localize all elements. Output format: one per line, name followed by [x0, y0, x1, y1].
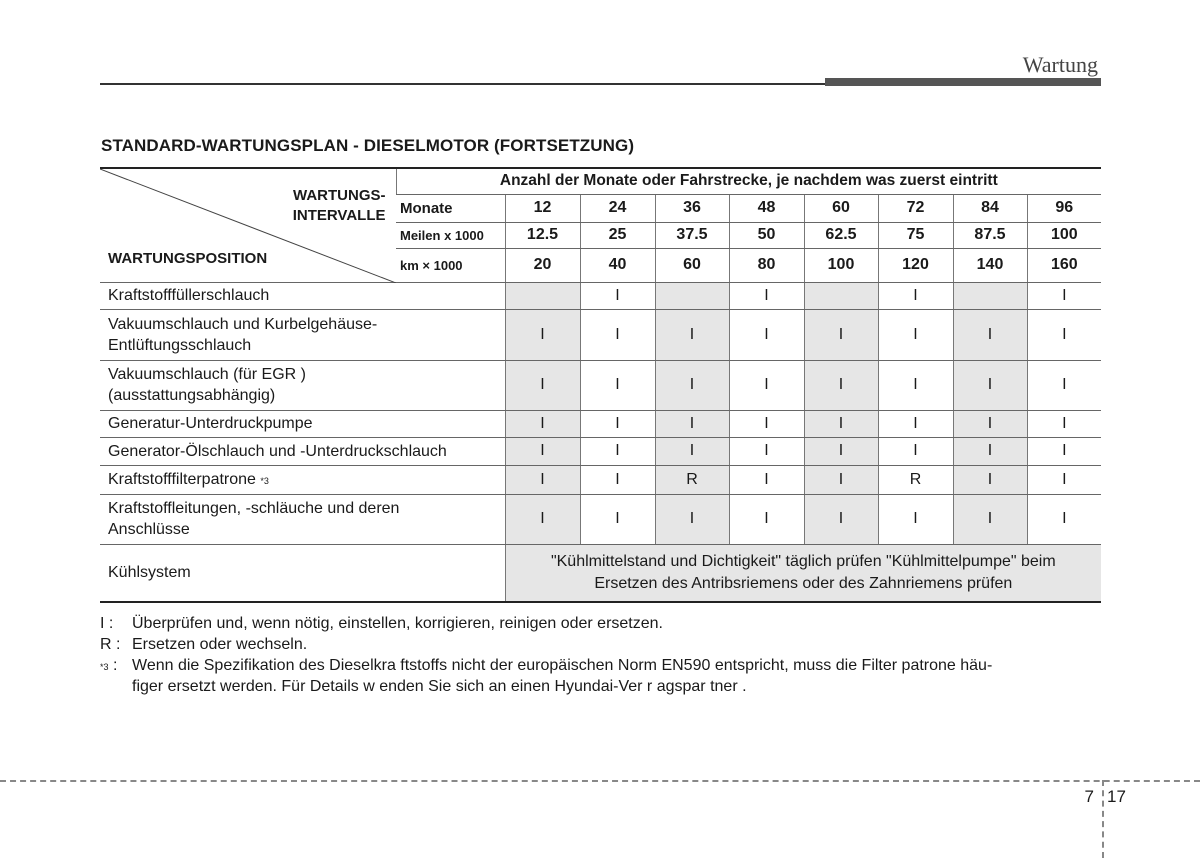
table-row: [100, 360, 1101, 410]
maintenance-value: I: [804, 437, 878, 465]
maintenance-item: Kraftstoffleitungen, -schläuche und deren Anschlüsse: [100, 494, 505, 544]
position-label: WARTUNGSPOSITION: [108, 249, 268, 267]
maintenance-value: I: [878, 360, 953, 410]
interval-value: 140: [953, 248, 1027, 282]
interval-value: 24: [580, 194, 655, 222]
maintenance-value: I: [953, 494, 1027, 544]
maintenance-value: I: [580, 465, 655, 494]
table-row: [100, 410, 1101, 437]
footnote-key: R :: [100, 636, 121, 653]
maintenance-value: I: [580, 360, 655, 410]
maintenance-value: I: [878, 309, 953, 360]
table-row: [100, 494, 1101, 544]
section-title: STANDARD-WARTUNGSPLAN - DIESELMOTOR (FORTSETZUNG): [101, 136, 635, 155]
maintenance-value: I: [655, 360, 729, 410]
chapter-title: Wartung: [1022, 52, 1098, 77]
maintenance-value: I: [953, 437, 1027, 465]
maintenance-item: Generatur-Unterdruckpumpe: [100, 410, 505, 437]
interval-value: 62.5: [804, 222, 878, 248]
interval-value: 160: [1027, 248, 1101, 282]
table-row: [100, 544, 1101, 602]
maintenance-value: I: [804, 494, 878, 544]
interval-value: 48: [729, 194, 804, 222]
maintenance-value: I: [729, 465, 804, 494]
maintenance-value: I: [804, 465, 878, 494]
maintenance-value: I: [804, 410, 878, 437]
maintenance-value: I: [1027, 360, 1101, 410]
maintenance-value: I: [505, 494, 580, 544]
maintenance-item: Kraftstofffilterpatrone $^{*3}$: [100, 465, 505, 494]
interval-unit-label: Meilen x 1000: [396, 222, 505, 248]
maintenance-value: I: [655, 437, 729, 465]
maintenance-value: I: [1027, 410, 1101, 437]
maintenance-value: I: [878, 410, 953, 437]
maintenance-value: I: [729, 437, 804, 465]
maintenance-value: I: [729, 410, 804, 437]
interval-unit-label: km × 1000: [396, 248, 505, 282]
maintenance-value: I: [505, 309, 580, 360]
maintenance-value: I: [580, 410, 655, 437]
footnote-item: $^{*3}$ : Wenn die Spezifikation des Dieselkra ftstoffs nicht der europäischen Norm EN590 entspricht, muss die Filter patrone häu- figer ersetzt werden. Für Details w enden Sie sich an einen Hyundai-Ver r agspar tner .: [100, 657, 993, 695]
interval-value: 100: [1027, 222, 1101, 248]
intervals-label: WARTUNGS- INTERVALLE: [292, 187, 386, 224]
maintenance-value: I: [729, 494, 804, 544]
maintenance-value: I: [580, 309, 655, 360]
cooling-system-note: "Kühlmittelstand und Dichtigkeit" täglich prüfen "Kühlmittelpumpe" beim Ersetzen des Antribsriemens oder des Zahnriemens prüfen: [505, 544, 1101, 602]
maintenance-table: [100, 167, 1101, 603]
maintenance-value: I: [878, 494, 953, 544]
maintenance-value: I: [953, 309, 1027, 360]
maintenance-value: I: [729, 282, 804, 309]
maintenance-value: I: [1027, 494, 1101, 544]
maintenance-value: I: [655, 494, 729, 544]
maintenance-value: R: [878, 465, 953, 494]
interval-value: 12: [505, 194, 580, 222]
interval-value: 50: [729, 222, 804, 248]
interval-value: 60: [655, 248, 729, 282]
interval-value: 40: [580, 248, 655, 282]
maintenance-value: [953, 282, 1027, 309]
maintenance-value: I: [580, 437, 655, 465]
interval-value: 75: [878, 222, 953, 248]
maintenance-value: I: [1027, 437, 1101, 465]
footnote-key: $^{*3}$ :: [100, 657, 118, 674]
maintenance-value: I: [1027, 465, 1101, 494]
maintenance-value: I: [953, 465, 1027, 494]
maintenance-value: I: [953, 410, 1027, 437]
page-chapter-number: 7: [1084, 787, 1094, 806]
footer-dashed-divider: [1102, 780, 1104, 858]
maintenance-value: I: [1027, 309, 1101, 360]
footnote-item: I : Überprüfen und, wenn nötig, einstellen, korrigieren, reinigen oder ersetzen.: [100, 615, 663, 632]
maintenance-value: I: [580, 494, 655, 544]
interval-value: 72: [878, 194, 953, 222]
header-bar: [825, 78, 1101, 86]
maintenance-value: I: [505, 410, 580, 437]
interval-value: 96: [1027, 194, 1101, 222]
interval-value: 20: [505, 248, 580, 282]
interval-span-header: Anzahl der Monate oder Fahrstrecke, je nachdem was zuerst eintritt: [396, 168, 1101, 194]
maintenance-item: Kraftstofffüllerschlauch: [100, 282, 505, 309]
maintenance-value: I: [505, 465, 580, 494]
interval-value: 100: [804, 248, 878, 282]
footnote-item: R : Ersetzen oder wechseln.: [100, 636, 308, 653]
maintenance-value: I: [729, 360, 804, 410]
interval-value: 84: [953, 194, 1027, 222]
interval-value: 36: [655, 194, 729, 222]
interval-value: 60: [804, 194, 878, 222]
table-row: [100, 282, 1101, 309]
interval-value: 87.5: [953, 222, 1027, 248]
maintenance-value: I: [878, 437, 953, 465]
footnotes: [100, 613, 1100, 697]
maintenance-value: I: [655, 309, 729, 360]
footnote-ref: *3: [260, 476, 269, 486]
interval-value: 120: [878, 248, 953, 282]
header-rule: [100, 83, 825, 85]
interval-unit-label: Monate: [396, 194, 505, 222]
maintenance-item: Generator-Ölschlauch und -Unterdruckschlauch: [100, 437, 505, 465]
maintenance-value: I: [878, 282, 953, 309]
maintenance-value: [505, 282, 580, 309]
table-corner-cell: [100, 168, 396, 282]
maintenance-value: I: [729, 309, 804, 360]
maintenance-item: Vakuumschlauch (für EGR ) (ausstattungsabhängig): [100, 360, 505, 410]
interval-value: 37.5: [655, 222, 729, 248]
maintenance-value: I: [505, 360, 580, 410]
maintenance-item: Kühlsystem: [100, 544, 505, 602]
interval-value: 80: [729, 248, 804, 282]
table-row: [100, 309, 1101, 360]
maintenance-value: I: [953, 360, 1027, 410]
table-row: [100, 437, 1101, 465]
interval-value: 25: [580, 222, 655, 248]
table-row: [100, 465, 1101, 494]
footnote-key: I :: [100, 615, 114, 632]
interval-value: 12.5: [505, 222, 580, 248]
maintenance-item: Vakuumschlauch und Kurbelgehäuse- Entlüftungsschlauch: [100, 309, 505, 360]
footer-dashed-rule: [0, 780, 1200, 782]
maintenance-value: I: [1027, 282, 1101, 309]
maintenance-value: R: [655, 465, 729, 494]
maintenance-value: I: [804, 360, 878, 410]
maintenance-value: I: [505, 437, 580, 465]
maintenance-value: [804, 282, 878, 309]
maintenance-value: I: [580, 282, 655, 309]
maintenance-value: [655, 282, 729, 309]
maintenance-value: I: [655, 410, 729, 437]
page-number: 17: [1107, 787, 1126, 806]
maintenance-value: I: [804, 309, 878, 360]
